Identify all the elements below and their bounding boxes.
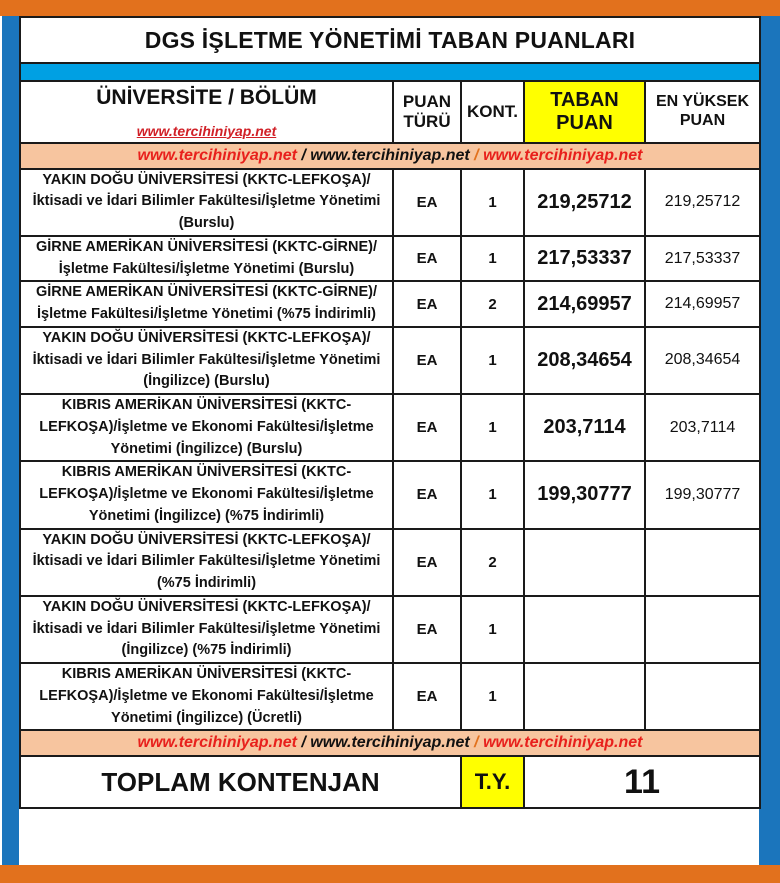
cell-highest-score bbox=[645, 596, 760, 663]
cell-base-score: 199,30777 bbox=[524, 461, 645, 528]
cell-score-type: EA bbox=[393, 394, 461, 461]
cell-quota: 1 bbox=[461, 236, 524, 282]
base-scores-table bbox=[19, 16, 761, 809]
cell-quota: 1 bbox=[461, 394, 524, 461]
cell-score-type: EA bbox=[393, 327, 461, 394]
ad-banner-row-top bbox=[20, 143, 760, 169]
cell-base-score: 203,7114 bbox=[524, 394, 645, 461]
column-header-highest-score: EN YÜKSEK PUAN bbox=[645, 81, 760, 143]
ad-banner-row-bottom bbox=[20, 730, 760, 756]
cell-highest-score: 199,30777 bbox=[645, 461, 760, 528]
ad-banner-bottom bbox=[20, 730, 760, 756]
table-row[interactable] bbox=[20, 236, 760, 282]
cell-quota: 2 bbox=[461, 529, 524, 596]
cell-university: KIBRIS AMERİKAN ÜNİVERSİTESİ (KKTC-LEFKOŞA)/İşletme ve Ekonomi Fakültesi/İşletme Yönetimi (İngilizce) (Burslu) bbox=[20, 394, 393, 461]
cell-score-type: EA bbox=[393, 461, 461, 528]
cell-base-score bbox=[524, 529, 645, 596]
column-header-score-type: PUAN TÜRÜ bbox=[393, 81, 461, 143]
column-header-university bbox=[20, 81, 393, 143]
top-orange-band bbox=[0, 0, 780, 16]
cell-highest-score bbox=[645, 663, 760, 730]
banner-link-3[interactable]: www.tercihiniyap.net bbox=[483, 734, 643, 752]
cell-score-type: EA bbox=[393, 236, 461, 282]
cell-quota: 1 bbox=[461, 461, 524, 528]
cell-score-type: EA bbox=[393, 529, 461, 596]
table-row[interactable] bbox=[20, 281, 760, 327]
banner-separator-1: / bbox=[296, 146, 311, 164]
ad-banner-top bbox=[20, 143, 760, 169]
cell-score-type: EA bbox=[393, 663, 461, 730]
cell-highest-score: 208,34654 bbox=[645, 327, 760, 394]
cell-score-type: EA bbox=[393, 281, 461, 327]
cell-quota: 1 bbox=[461, 327, 524, 394]
total-score-type: T.Y. bbox=[461, 756, 524, 808]
cell-university: YAKIN DOĞU ÜNİVERSİTESİ (KKTC-LEFKOŞA)/İktisadi ve İdari Bilimler Fakültesi/İşletme Yönetimi (%75 İndirimli) bbox=[20, 529, 393, 596]
cell-base-score: 208,34654 bbox=[524, 327, 645, 394]
page-title: DGS İŞLETME YÖNETİMİ TABAN PUANLARI bbox=[20, 17, 760, 63]
cell-university: YAKIN DOĞU ÜNİVERSİTESİ (KKTC-LEFKOŞA)/İktisadi ve İdari Bilimler Fakültesi/İşletme Yönetimi (İngilizce) (%75 İndirimli) bbox=[20, 596, 393, 663]
cell-university: KIBRIS AMERİKAN ÜNİVERSİTESİ (KKTC-LEFKOŞA)/İşletme ve Ekonomi Fakültesi/İşletme Yönetimi (İngilizce) (Ücretli) bbox=[20, 663, 393, 730]
title-row bbox=[20, 17, 760, 63]
cell-highest-score: 203,7114 bbox=[645, 394, 760, 461]
cell-university: YAKIN DOĞU ÜNİVERSİTESİ (KKTC-LEFKOŞA)/İktisadi ve İdari Bilimler Fakültesi/İşletme Yönetimi (Burslu) bbox=[20, 169, 393, 236]
header-website-link[interactable]: www.tercihiniyap.net bbox=[136, 122, 277, 139]
cell-score-type: EA bbox=[393, 596, 461, 663]
cyan-divider-row bbox=[20, 63, 760, 81]
table-row[interactable] bbox=[20, 461, 760, 528]
left-blue-rail bbox=[2, 16, 19, 865]
table-row[interactable] bbox=[20, 327, 760, 394]
cell-base-score bbox=[524, 663, 645, 730]
cell-score-type: EA bbox=[393, 169, 461, 236]
bottom-orange-band bbox=[0, 865, 780, 883]
cell-university: YAKIN DOĞU ÜNİVERSİTESİ (KKTC-LEFKOŞA)/İktisadi ve İdari Bilimler Fakültesi/İşletme Yönetimi (İngilizce) (Burslu) bbox=[20, 327, 393, 394]
banner-link-1[interactable]: www.tercihiniyap.net bbox=[137, 146, 297, 164]
cell-highest-score: 217,53337 bbox=[645, 236, 760, 282]
cell-highest-score bbox=[645, 529, 760, 596]
table-row[interactable] bbox=[20, 169, 760, 236]
total-quota-label: TOPLAM KONTENJAN bbox=[20, 756, 461, 808]
banner-separator-2: / bbox=[469, 734, 484, 752]
table-panel bbox=[19, 16, 759, 865]
cyan-divider bbox=[20, 63, 760, 81]
cell-base-score: 217,53337 bbox=[524, 236, 645, 282]
table-row[interactable] bbox=[20, 663, 760, 730]
banner-link-2[interactable]: www.tercihiniyap.net bbox=[310, 734, 470, 752]
table-row[interactable] bbox=[20, 596, 760, 663]
header-row bbox=[20, 81, 760, 143]
table-row[interactable] bbox=[20, 529, 760, 596]
banner-separator-1: / bbox=[296, 734, 311, 752]
cell-university: GİRNE AMERİKAN ÜNİVERSİTESİ (KKTC-GİRNE)/İşletme Fakültesi/İşletme Yönetimi (%75 İndirimli) bbox=[20, 281, 393, 327]
cell-highest-score: 219,25712 bbox=[645, 169, 760, 236]
banner-link-3[interactable]: www.tercihiniyap.net bbox=[483, 146, 643, 164]
cell-quota: 1 bbox=[461, 169, 524, 236]
table-row[interactable] bbox=[20, 394, 760, 461]
banner-link-1[interactable]: www.tercihiniyap.net bbox=[137, 734, 297, 752]
cell-base-score: 214,69957 bbox=[524, 281, 645, 327]
cell-quota: 1 bbox=[461, 663, 524, 730]
cell-university: KIBRIS AMERİKAN ÜNİVERSİTESİ (KKTC-LEFKOŞA)/İşletme ve Ekonomi Fakültesi/İşletme Yönetimi (İngilizce) (%75 İndirimli) bbox=[20, 461, 393, 528]
cell-base-score: 219,25712 bbox=[524, 169, 645, 236]
right-blue-rail bbox=[759, 16, 780, 865]
column-header-base-score: TABAN PUAN bbox=[524, 81, 645, 143]
cell-quota: 1 bbox=[461, 596, 524, 663]
cell-highest-score: 214,69957 bbox=[645, 281, 760, 327]
footer-row bbox=[20, 756, 760, 808]
total-quota-value: 11 bbox=[524, 756, 760, 808]
column-header-quota: KONT. bbox=[461, 81, 524, 143]
cell-university: GİRNE AMERİKAN ÜNİVERSİTESİ (KKTC-GİRNE)/İşletme Fakültesi/İşletme Yönetimi (Burslu) bbox=[20, 236, 393, 282]
banner-separator-2: / bbox=[469, 146, 484, 164]
cell-base-score bbox=[524, 596, 645, 663]
column-header-university-label: ÜNİVERSİTE / BÖLÜM bbox=[96, 86, 317, 109]
cell-quota: 2 bbox=[461, 281, 524, 327]
banner-link-2[interactable]: www.tercihiniyap.net bbox=[310, 146, 470, 164]
